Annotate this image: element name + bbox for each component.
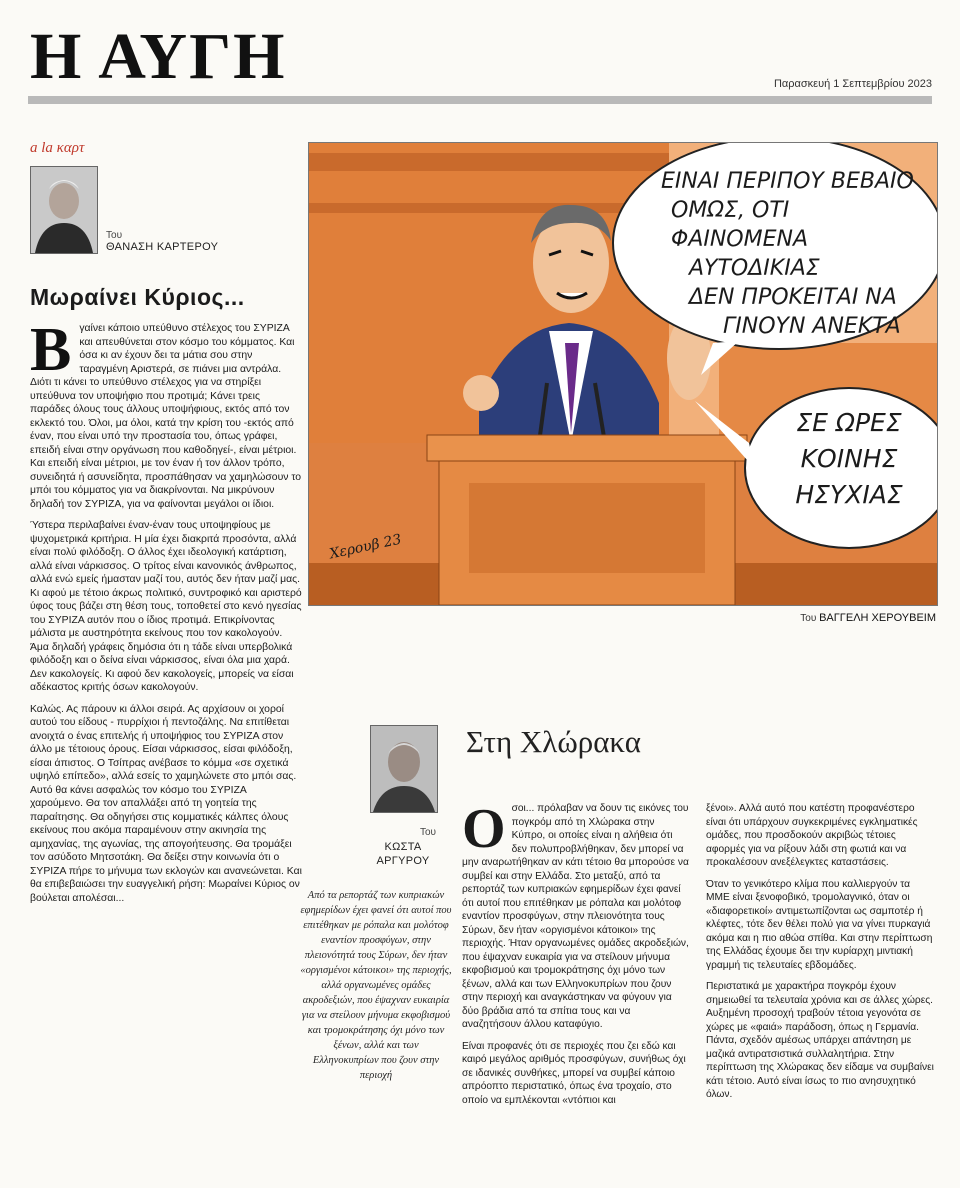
portrait-image — [371, 726, 437, 812]
column-rubric: a la καρτ — [30, 140, 85, 156]
masthead-rule — [28, 96, 932, 104]
column-paragraph-2: Ύστερα περιλαβαίνει έναν-έναν τους υποψηφίους με ψυχομετρικά κριτήρια. Η μία έχει διακριτά προσόντα, αλλά είναι πολύ φιλόδοξη. Ο άλλος έχει ιδεολογική κατάρτιση, αλλά είναι νάρκισσος. Ο τρίτος είναι κανονικός άνθρωπος, αλλά ενώ εμείς ήμασταν μαζί του, αυτός δεν ήταν μαζί μας. Κι αφού με τέτοιο άκρως πολιτικό, συντροφικό και αριστερό ύφος τους βάζει στη θέση τους, τοποθετεί στο κενό ηγεσίας του ΣΥΡΙΖΑ αυτόν που ο ίδιος προτιμά. Επικρίνοντας μάλιστα με αυστηρότητα εκείνους που τον κακολογούν. Άμα δηλαδή γράφεις δημόσια ότι η τάδε είναι υπερβολικά φιλόδοξη και ο δείνα είναι νάρκισσος, είναι όλα μια χαρά. Δεν κακολογείς. Κι αφού δεν κακολογείς, μπορείς να είσαι αδέκαστος κριτής όσων κακολογούν. — [30, 520, 302, 693]
article-paragraph-2: Είναι προφανές ότι σε περιοχές που ζει εδώ και καιρό μεγάλος αριθμός προσφύγων, συνήθως όχι σε ιδανικές συνθήκες, μπορεί να συμβεί κάποιο απρόοπτο περιστατικό, όπως ένα τροχαίο, στο οποίο να εμπλέκονται «ντόπιοι και — [462, 1040, 686, 1106]
byline-karteros — [106, 230, 218, 253]
drop-cap: Ο — [462, 798, 506, 860]
article-column-1 — [462, 798, 690, 1115]
author-photo-karteros — [30, 166, 98, 254]
masthead-title: Η ΑΥΓΗ — [30, 20, 287, 93]
byline-author: ΘΑΝΑΣΗ ΚΑΡΤΕΡΟΥ — [106, 241, 219, 253]
column-paragraph-1: Βγαίνει κάποιο υπεύθυνο στέλεχος του ΣΥΡΙΖΑ και απευθύνεται στον κόσμο του κόμματος. Και όσα κι αν έχουν δει τα μάτια σου στην ταραγμένη Αριστερά, σε πιάνει μια αντράλα. Διότι τι κάνει το υπεύθυνο στέλεχος για να στηρίξει υπεύθυνα τον υποψήφιο που προτιμά; Κάνει τρεις παράδες όλους τους άλλους υποψήφιους, εκτός από τον εκλεκτό του. Όλοι, μα όλοι, κατά την κρίση του -εκτός από έναν, που είναι υπό την προστασία του, όπως γράφει, επειδή είναι στην οργάνωση που καθοδηγεί-, είναι μέτριοι. Και επειδή είναι μέτριοι, με τον έναν ή τον άλλον τρόπο, συνειδητά ή ασυνείδητα, προσπάθησαν να χαμηλώσουν το μπόι του κόμματος για να διακρίνονται. Να μικρύνουν δηλαδή τον ΣΥΡΙΖΑ, για να φαίνονται μεγάλοι οι ίδιοι. — [30, 316, 302, 510]
drop-cap: Β — [30, 316, 72, 384]
article-paragraph-5: Περιστατικά με χαρακτήρα πογκρόμ έχουν σημειωθεί τα τελευταία χρόνια και σε άλλες χώρες. Αυξημένη προσοχή τραβούν τέτοια γεγονότα σε χώρες με «φαιά» παράδοση, όπως η Γερμανία. Πάντα, σχεδόν αμέσως υπάρχει απάντηση με μαζικά αντιρατσιστικά συλλαλητήρια. Στην περίπτωση της Χλώρακας δεν είδαμε να συμβαίνει κάτι τέτοιο. Αυτό είναι ίσως το πιο ανησυχητικό όλων. — [706, 981, 934, 1100]
portrait-image — [31, 167, 97, 253]
author-photo-argyrou — [370, 725, 438, 813]
speech-text-2: ΣΕ ΩΡΕΣ ΚΟΙΝΗΣ ΗΣΥΧΙΑΣ — [795, 408, 903, 509]
article-paragraph-4: Όταν το γενικότερο κλίμα που καλλιεργούν τα ΜΜΕ είναι ξενοφοβικό, τρομολαγνικό, όταν οι «διαφορετικοί» αντιμετωπίζονται ως σαμποτέρ ή κλέφτες, τότε δεν θέλει πολύ για να γίνει πυρκαγιά ακόμα και η πιο αθώα σπίθα. Και στην περίπτωση της Ελλάδας έχουμε δει την κυρίαρχη μιντιακή γραμμή τις τελευταίες εβδομάδες. — [706, 878, 933, 971]
pull-quote: Από τα ρεπορτάζ των κυπριακών εφημερίδων έχει φανεί ότι αυτοί που επιτέθηκαν με ρόπαλα και μολότοφ εναντίον προσφύγων, στην πλειονότητά τους Σύρων, δεν ήταν «οργισμένοι κάτοικοι» της περιοχής, αλλά οργανωμένες ομάδες ακροδεξιών, που έψαχναν ευκαιρία για να στείλουν μήνυμα εκφοβισμού και τρομοκράτησης όχι μόνο των ξένων, αλλά και των Ελληνοκυπρίων που ζουν στην περιοχή — [300, 890, 452, 1081]
article-column-2 — [706, 802, 934, 1110]
article-paragraph-3: ξένοι». Αλλά αυτό που κατέστη προφανέστερο είναι ότι υπάρχουν συγκεκριμένες εγκληματικές ομάδες, που προσδοκούν ακριβώς τέτοιες αφορμές για να ρίξουν λάδι στη φωτιά και να προκαλέσουν ανεξέλεγκτες καταστάσεις. — [706, 803, 918, 868]
cartoonist-signature: Χερουβ 23 — [328, 531, 403, 563]
byline-prefix: Του — [106, 230, 123, 241]
cartoon-credit: Του ΒΑΓΓΕΛΗ ΧΕΡΟΥΒΕΙΜ — [800, 612, 936, 624]
column-body — [30, 316, 302, 913]
editorial-cartoon — [308, 142, 938, 606]
speech-text-1: ΕΙΝΑΙ ΠΕΡΙΠΟΥ ΒΕΒΑΙΟ ΟΜΩΣ, ΟΤΙ ΦΑΙΝΟΜΕΝΑ ΑΥΤΟΔΙΚΙΑΣ ΔΕΝ ΠΡΟΚΕΙΤΑΙ ΝΑ ΓΙΝΟΥΝ ΑΝΕΚΤΑ — [661, 169, 914, 339]
article-headline: Στη Χλώρακα — [466, 724, 642, 759]
column-paragraph-3: Καλώς. Ας πάρουν κι άλλοι σειρά. Ας αρχίσουν οι χοροί αυτού του είδους - πυρρίχιοι ή πεντοζάλης. Να επιτίθεται ανοιχτά ο ένας επιτελής ή υποψήφιος του ΣΥΡΙΖΑ στον άλλο με τέτοιους όρους. Είσαι νάρκισσος, είσαι φιλόδοξη, είσαι άπιστος. Ο Τσίπρας ανέβασε το κόμμα «σε σχετικά υψηλό επίπεδο», αλλά εσείς το χαμηλώνετε στο μπόι σας. Αυτό θα κάνει ασφαλώς τον κόσμο του ΣΥΡΙΖΑ χαρούμενο. Θα τον απαλλάξει από τη γοητεία της παραίτησης. Θα οδηγήσει στις κομματικές κάλπες όλους εκείνους που ακόμα παραμένουν στην ακινησία της αμηχανίας, της αγωνίας, της απογοήτευσης. Θα τρομάξει τον ασύδοτο Μητσοτάκη. Θα δείξει στην κοινωνία ότι ο ΣΥΡΙΖΑ πήρε το μήνυμα των εκλογών και ανανεώνεται. Και θα επιβεβαιώσει την ευαγγελική ρήση: Μωραίνει Κύριος ον βούλεται απολέσαι... — [30, 703, 302, 904]
column-headline: Μωραίνει Κύριος... — [30, 284, 245, 310]
article-paragraph-1: Οσοι... πρόλαβαν να δουν τις εικόνες του πογκρόμ από τη Χλώρακα στην Κύπρο, οι οποίες είναι η αλήθεια ότι δεν πολυπροβλήθηκαν, δεν μπορεί να μην αναρωτήθηκαν αν κάτι τέτοιο θα μπορούσε να συμβεί και στην Ελλάδα. Στο μεταξύ, από τα ρεπορτάζ των κυπριακών εφημερίδων έχει φανεί ότι αυτοί που επιτέθηκαν με ρόπαλα και μολότοφ εναντίον προσφύγων, στην πλειονότητα τους Σύρων, δεν ήταν «οργισμένοι κάτοικοι» της περιοχής. Ήταν οργανωμένες ομάδες ακροδεξιών, που έψαχναν ευκαιρία για να στείλουν μήνυμα εκφοβισμού και τρομοκράτησης όχι μόνο των ξένων, αλλά και των Ελληνοκυπρίων που ζουν στην περιοχή και αναγκάστηκαν να φύγουν για δύο βράδια από τα σπίτια τους και να αναζητήσουν άλλου καταφύγιο. — [462, 798, 689, 1030]
byline-argyrou: Του ΚΩΣΤΑ ΑΡΓΥΡΟΥ — [376, 827, 436, 867]
fist — [463, 375, 499, 411]
issue-date: Παρασκευή 1 Σεπτεμβρίου 2023 — [773, 78, 932, 90]
